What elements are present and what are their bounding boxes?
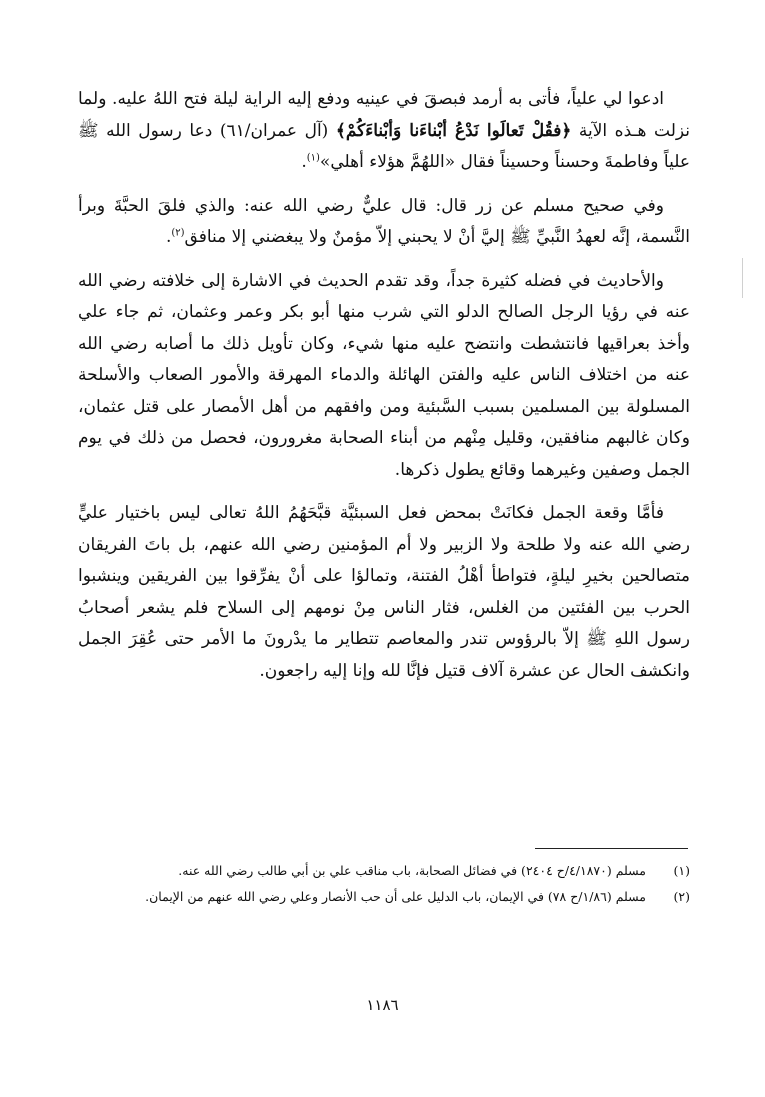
footnote-ref-1[interactable]: (١): [306, 152, 320, 164]
paragraph-1: [78, 84, 690, 179]
paragraph-4: [78, 498, 690, 687]
text-segment: .: [301, 152, 307, 172]
page-number: ١١٨٦: [366, 996, 399, 1014]
footnotes: [70, 860, 690, 912]
text-segment: والأحاديث في فضله كثيرة جداً، وقد تقدم الحديث في الاشارة إلى خلافته رضي الله عنه في رؤيا الرجل الصالح الدلو التي شرب منها أبو بكر وعمر وعثمان، ثم جاء علي وأخذ بعراقيها فانتشطت وانتضح عليه منها شيء، وكان تأويل ذلك ما أصابه رضي الله عنه من اختلاف الناس عليه والفتن الهائلة والدماء المهرقة والأمور الصعاب والأسلحة المسلولة بين المسلمين بسبب السَّبئية ومن وافقهم من أهل الأمصار على قتل عثمان، وكان غالبهم منافقين، وقليل مِنْهم من أبناء الصحابة مغرورون، فحصل من ذلك في يوم الجمل وصفين وغيرهما وقائع يطول ذكرها.: [78, 270, 690, 480]
footnote-2: [70, 886, 690, 908]
footnote-text: مسلم (٤/١٨٧٠/ح ٢٤٠٤) في فضائل الصحابة، باب مناقب علي بن أبي طالب رضي الله عنه.: [178, 863, 646, 878]
footnote-number: (١): [673, 863, 690, 878]
main-text: [78, 84, 690, 699]
footnote-separator: [535, 848, 688, 849]
text-segment: .: [165, 227, 172, 247]
text-segment: فأمَّا وقعة الجمل فكانَتْ بمحض فعل السبئيَّة قبَّحَهُمُ اللهُ تعالى ليس باختيار عليٍّ رضي الله عنه ولا طلحة ولا الزبير ولا أم المؤمنين رضي الله عنهم، بل باتَ الفريقان متصالحين بخيرِ ليلةٍ، فتواطأ أهْلُ الفتنة، وتمالؤا على أنْ يفرِّقوا بين الفريقين وينشبوا الحرب بين الفئتين من الغلس، فثار الناس مِنْ نومهم إلى السلاح فلم يشعر أصحابُ رسول اللهِ ﷺ إلاّ بالرؤوس تندر والمعاصم تتطاير ما يدْرونَ ما الأمر حتى عُقِرَ الجمل وانكشف الحال عن عشرة آلاف قتيل فإنَّا لله وإنا إليه راجعون.: [78, 503, 690, 681]
footnote-ref-2[interactable]: (٢): [171, 227, 185, 239]
footnote-text: مسلم (١/٨٦/ح ٧٨) في الإيمان، باب الدليل على أن حب الأنصار وعلي رضي الله عنهم من الإيمان.: [145, 889, 646, 904]
margin-mark: [742, 258, 743, 298]
text-segment: (آل عمران/٦١) دعا رسول الله ﷺ علياً وفاطمةَ وحسناً وحسيناً فقال «اللهُمَّ هؤلاء أهلي»: [78, 120, 690, 172]
quran-verse: ﴿فقُلْ تَعالَوا نَدْعُ أبْناءَنا وَأبْناءَكُمْ﴾: [335, 120, 572, 141]
text-segment: وفي صحيح مسلم عن زر قال: قال عليٌّ رضي الله عنه: والذي فلقَ الحبَّةَ وبرأ النَّسمة، إنَّه لعهدُ النَّبيِّ ﷺ إليَّ أنْ لا يحبني إلاّ مؤمنٌ ولا يبغضني إلا منافق: [78, 195, 690, 247]
paragraph-3: [78, 266, 690, 487]
footnote-1: [70, 860, 690, 882]
footnote-number: (٢): [673, 889, 690, 904]
paragraph-2: [78, 191, 690, 254]
text-segment: ادعوا لي علياً، فأتى به أرمد فبصقَ في عينيه ودفع إليه الراية ليلة فتح اللهُ عليه. ولما نزلت هـذه الآية: [78, 89, 690, 141]
